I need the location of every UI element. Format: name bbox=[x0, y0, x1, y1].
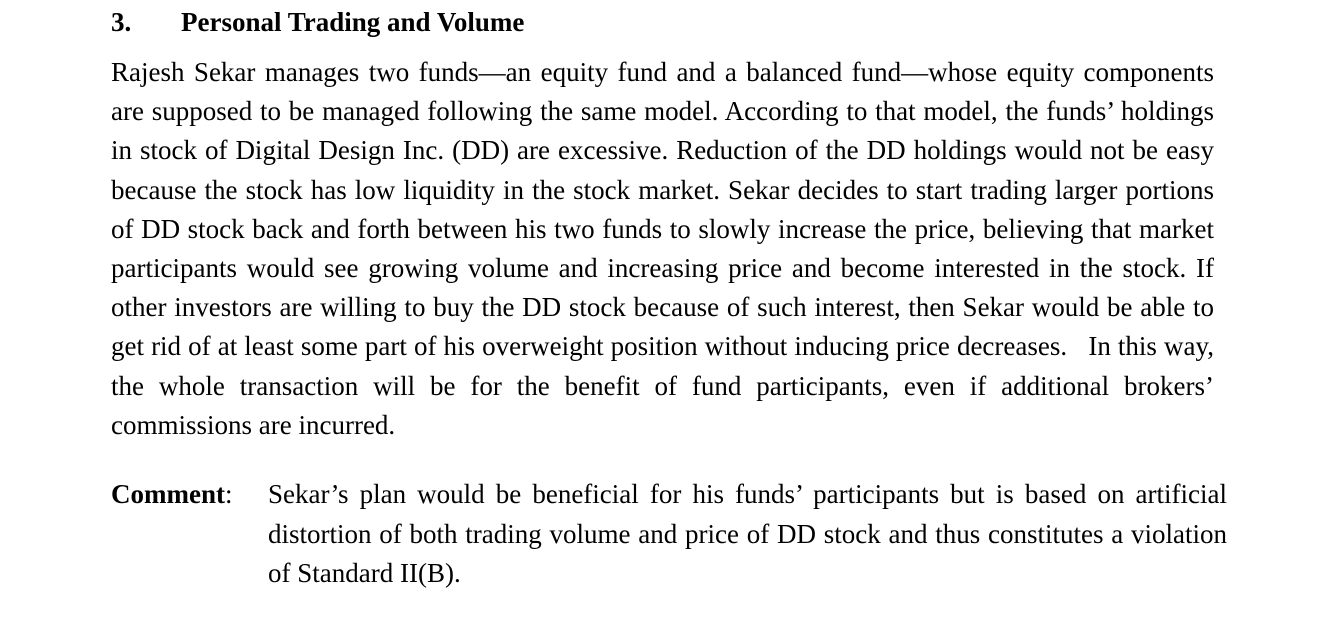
comment-label-text: Comment bbox=[111, 479, 225, 509]
comment-label bbox=[111, 475, 233, 515]
comment-block bbox=[111, 475, 1227, 594]
section-number: 3. bbox=[111, 7, 132, 37]
comment-label-separator: : bbox=[224, 479, 233, 509]
case-paragraph: Rajesh Sekar manages two funds—an equity fund and a balanced fund—whose equity components are supposed to be managed following the same model. According to that model, the funds’ holdings in stock of Digital Design Inc. (DD) are excessive. Reduction of the DD holdings would not be easy because the stock has low liquidity in the stock market. Sekar decides to start trading larger portions of DD stock back and forth between his two funds to slowly increase the price, believing that market participants would see growing volume and increasing price and become interested in the stock. If other investors are willing to buy the DD stock because of such interest, then Sekar would be able to get rid of at least some part of his overweight position without inducing price decreases. In this way, the whole transaction will be for the benefit of fund participants, even if additional brokers’ commissions are incurred. bbox=[111, 57, 1214, 440]
section-heading bbox=[111, 4, 524, 40]
comment-text: Sekar’s plan would be beneficial for his funds’ participants but is based on artificial distortion of both trading volume and price of DD stock and thus constitutes a violation of Standard II(B). bbox=[268, 479, 1227, 588]
section-title: Personal Trading and Volume bbox=[181, 7, 525, 37]
